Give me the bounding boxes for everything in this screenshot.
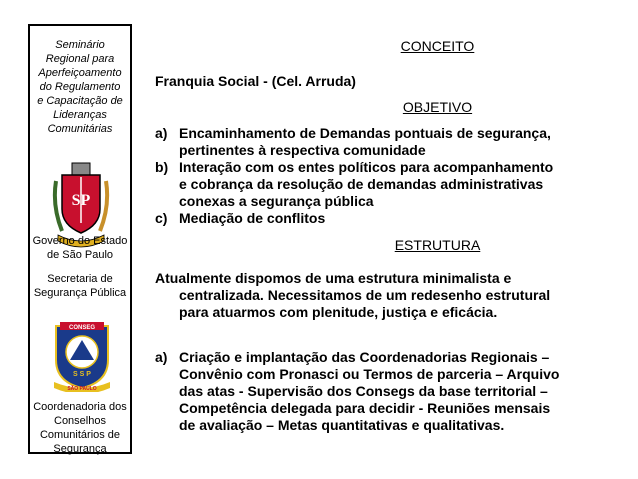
- seminar-title-line: Aperfeiçoamento: [38, 67, 122, 79]
- secretariat-line: Segurança Pública: [33, 287, 127, 299]
- coordination-line: Segurança: [53, 443, 107, 455]
- coordination-line: Conselhos: [54, 415, 106, 427]
- svg-text:S S P: S S P: [73, 371, 91, 378]
- seminar-title-line: Lideranças: [53, 109, 107, 121]
- paragraph-line: para atuarmos com plenitude, justiça e eficácia.: [179, 304, 498, 320]
- item-line: de avaliação – Metas quantitativas e qualitativas.: [179, 417, 505, 433]
- crest-letters: SP: [71, 192, 91, 209]
- coordination-line: Comunitários de: [39, 429, 121, 441]
- item-text: [179, 125, 620, 159]
- item-text: [179, 159, 620, 210]
- item-line: pertinentes à respectiva comunidade: [179, 142, 426, 158]
- estrutura-heading: ESTRUTURA: [394, 237, 481, 253]
- conseg-logo-icon: [40, 322, 124, 392]
- seminar-title-line: e Capacitação de: [37, 95, 123, 107]
- paragraph-line: centralizada. Necessitamos de um redesenho estrutural: [179, 287, 551, 303]
- item-marker: b): [155, 159, 169, 175]
- item-line: e cobrança da resolução de demandas administrativas: [179, 176, 544, 192]
- item-marker: a): [155, 125, 168, 141]
- seminar-title-line: do Regulamento: [39, 81, 121, 93]
- government-label: [30, 234, 130, 262]
- item-line: das atas - Supervisão dos Consegs da base territorial –: [179, 383, 548, 399]
- item-line: Criação e implantação das Coordenadorias Regionais –: [179, 349, 550, 365]
- item-text: [179, 349, 620, 434]
- paragraph-line: Atualmente dispomos de uma estrutura minimalista e: [155, 270, 512, 286]
- item-line: conexas a segurança pública: [179, 193, 374, 209]
- item-marker: a): [155, 349, 168, 365]
- item-text: [179, 210, 620, 227]
- logo-banner-text: CONSEG: [68, 325, 96, 331]
- government-line: Governo do Estado: [32, 235, 128, 247]
- item-line: Convênio com Pronasci ou Termos de parceria – Arquivo: [179, 366, 560, 382]
- item-line: Competência delegada para decidir - Reuniões mensais: [179, 400, 551, 416]
- coordination-line: Coordenadoria dos: [33, 401, 127, 413]
- seminar-title-line: Regional para: [45, 53, 115, 65]
- item-marker: c): [155, 210, 168, 226]
- seminar-title: [30, 38, 130, 136]
- estrutura-paragraph: [155, 270, 620, 321]
- coordination-label: [30, 400, 130, 456]
- item-line: Mediação de conflitos: [179, 210, 326, 226]
- secretariat-label: [30, 272, 130, 300]
- seminar-title-line: Comunitárias: [47, 123, 113, 135]
- sidebar-panel: [28, 24, 132, 454]
- conceito-text: Franquia Social - (Cel. Arruda): [155, 73, 356, 89]
- seminar-title-line: Seminário: [55, 39, 105, 51]
- objetivo-heading: OBJETIVO: [402, 99, 473, 115]
- item-line: Encaminhamento de Demandas pontuais de segurança,: [179, 125, 551, 141]
- item-line: Interação com os entes políticos para acompanhamento: [179, 159, 554, 175]
- government-line: de São Paulo: [46, 249, 114, 261]
- conceito-heading: CONCEITO: [400, 38, 475, 54]
- logo-footer-text: SÃO PAULO: [67, 386, 97, 392]
- secretariat-line: Secretaria de: [47, 273, 113, 285]
